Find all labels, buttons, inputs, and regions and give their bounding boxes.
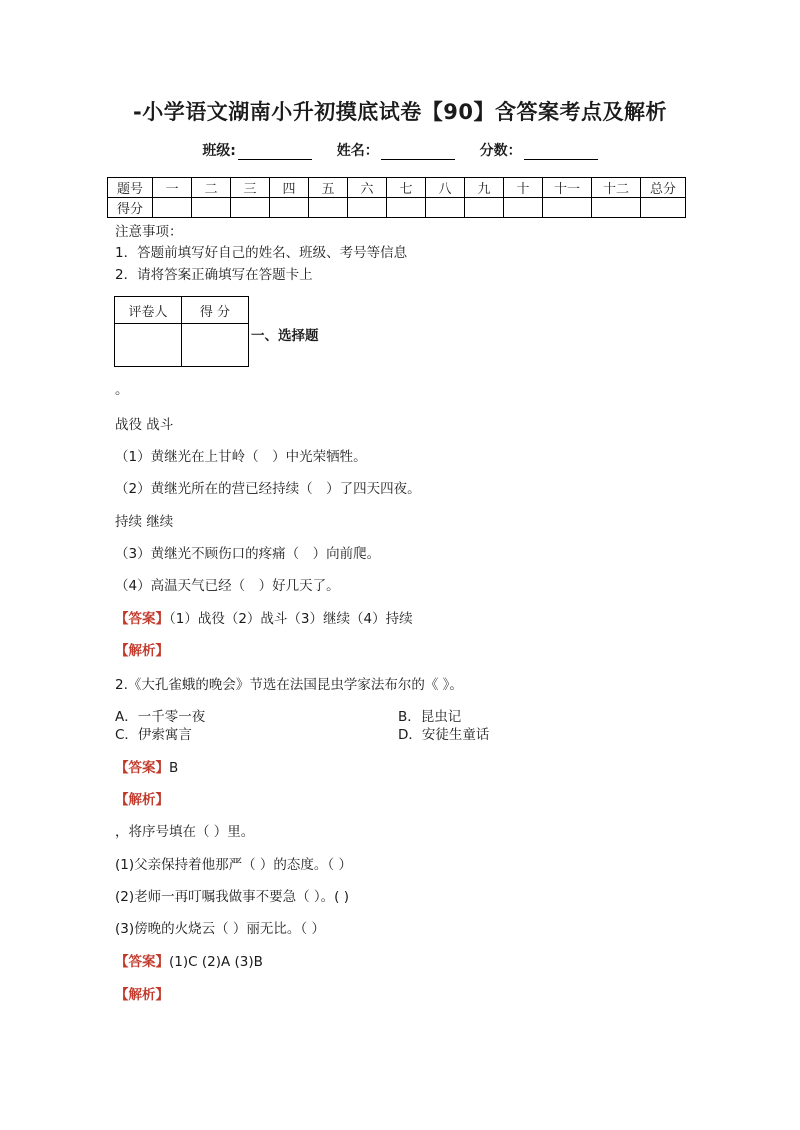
answer-label: 【答案】 xyxy=(115,611,169,627)
score-cell[interactable] xyxy=(270,198,309,218)
score-cell[interactable] xyxy=(426,198,465,218)
q1-word-pair: 持续 继续 xyxy=(115,514,174,530)
score-table xyxy=(107,177,686,218)
score-header-cell: 三 xyxy=(231,178,270,198)
class-label: 班级: xyxy=(202,143,236,159)
score-header-cell: 题号 xyxy=(108,178,153,198)
score-blank[interactable] xyxy=(524,145,598,160)
score-header: 得 分 xyxy=(182,297,249,324)
notes-heading: 注意事项： xyxy=(115,224,183,240)
q2-option-a[interactable]: A．一千零一夜 xyxy=(115,709,206,725)
score-field[interactable] xyxy=(480,140,598,160)
q1-sentence: （3）黄继光不顾伤口的疼痛（ ）向前爬。 xyxy=(115,546,381,562)
score-header-cell: 七 xyxy=(387,178,426,198)
q2-option-c[interactable]: C．伊索寓言 xyxy=(115,727,192,743)
q1-answer xyxy=(115,607,413,627)
answer-label: 【答案】 xyxy=(115,954,169,970)
q3-analysis xyxy=(115,983,169,1003)
score-cell[interactable] xyxy=(592,198,641,218)
score-header-cell: 六 xyxy=(348,178,387,198)
answer-text: (1)C (2)A (3)B xyxy=(169,954,263,970)
score-header-cell: 五 xyxy=(309,178,348,198)
q1-sentence: （1）黄继光在上甘岭（ ）中光荣牺牲。 xyxy=(115,449,367,465)
q1-dot: 。 xyxy=(115,382,129,398)
note-item: 1．答题前填写好自己的姓名、班级、考号等信息 xyxy=(115,245,408,261)
score-cell[interactable] xyxy=(309,198,348,218)
note-item: 2．请将答案正确填写在答题卡上 xyxy=(115,267,313,283)
score-cell[interactable] xyxy=(543,198,592,218)
class-blank[interactable] xyxy=(238,145,312,160)
class-field[interactable] xyxy=(202,140,312,160)
score-cell[interactable] xyxy=(348,198,387,218)
q1-analysis xyxy=(115,639,169,659)
q3-sentence: (3)傍晚的火烧云（ ）丽无比。（ ） xyxy=(115,921,325,937)
score-header-cell: 九 xyxy=(465,178,504,198)
q2-answer xyxy=(115,756,178,776)
answer-text: （1）战役（2）战斗（3）继续（4）持续 xyxy=(169,611,413,627)
score-cell[interactable] xyxy=(504,198,543,218)
score-header-cell: 一 xyxy=(153,178,192,198)
name-field[interactable] xyxy=(337,140,455,160)
score-header-cell: 二 xyxy=(192,178,231,198)
score-cell[interactable] xyxy=(465,198,504,218)
score-cell[interactable] xyxy=(153,198,192,218)
section-title: 一、选择题 xyxy=(251,328,319,344)
score-header-cell: 总分 xyxy=(641,178,686,198)
student-info-line xyxy=(0,140,800,160)
q3-answer xyxy=(115,950,263,970)
name-label: 姓名： xyxy=(336,143,379,159)
name-blank[interactable] xyxy=(381,145,455,160)
analysis-label: 【解析】 xyxy=(115,792,169,808)
score-cell[interactable] xyxy=(387,198,426,218)
grader-score-cell[interactable] xyxy=(182,324,249,367)
score-header-cell: 十 xyxy=(504,178,543,198)
analysis-label: 【解析】 xyxy=(115,987,169,1003)
score-header-cell: 八 xyxy=(426,178,465,198)
analysis-label: 【解析】 xyxy=(115,643,169,659)
answer-text: B xyxy=(169,760,179,776)
q2-option-d[interactable]: D．安徒生童话 xyxy=(398,727,490,743)
q3-stem: ，将序号填在（ ）里。 xyxy=(115,824,255,840)
q2-option-b[interactable]: B．昆虫记 xyxy=(398,709,462,725)
score-cell[interactable] xyxy=(231,198,270,218)
grader-table xyxy=(114,296,249,367)
score-cell[interactable] xyxy=(192,198,231,218)
q2-stem: 2.《大孔雀蛾的晚会》节选在法国昆虫学家法布尔的《 》。 xyxy=(115,677,463,693)
q3-sentence: (1)父亲保持着他那严（ ）的态度。（ ） xyxy=(115,857,352,873)
q1-word-pair: 战役 战斗 xyxy=(115,417,174,433)
q2-analysis xyxy=(115,788,169,808)
score-table-header-row xyxy=(108,178,686,198)
q3-sentence: (2)老师一再叮嘱我做事不要急（ ）。( ) xyxy=(115,889,349,905)
answer-label: 【答案】 xyxy=(115,760,169,776)
q1-sentence: （4）高温天气已经（ ）好几天了。 xyxy=(115,578,340,594)
page-title: -小学语文湖南小升初摸底试卷【90】含答案考点及解析 xyxy=(133,100,667,124)
score-table-score-row xyxy=(108,198,686,218)
score-header-cell: 四 xyxy=(270,178,309,198)
grader-cell[interactable] xyxy=(115,324,182,367)
score-cell[interactable] xyxy=(641,198,686,218)
score-label: 分数： xyxy=(479,143,522,159)
score-row-label: 得分 xyxy=(108,198,153,218)
score-header-cell: 十一 xyxy=(543,178,592,198)
grader-header: 评卷人 xyxy=(115,297,182,324)
score-header-cell: 十二 xyxy=(592,178,641,198)
q1-sentence: （2）黄继光所在的营已经持续（ ）了四天四夜。 xyxy=(115,481,421,497)
